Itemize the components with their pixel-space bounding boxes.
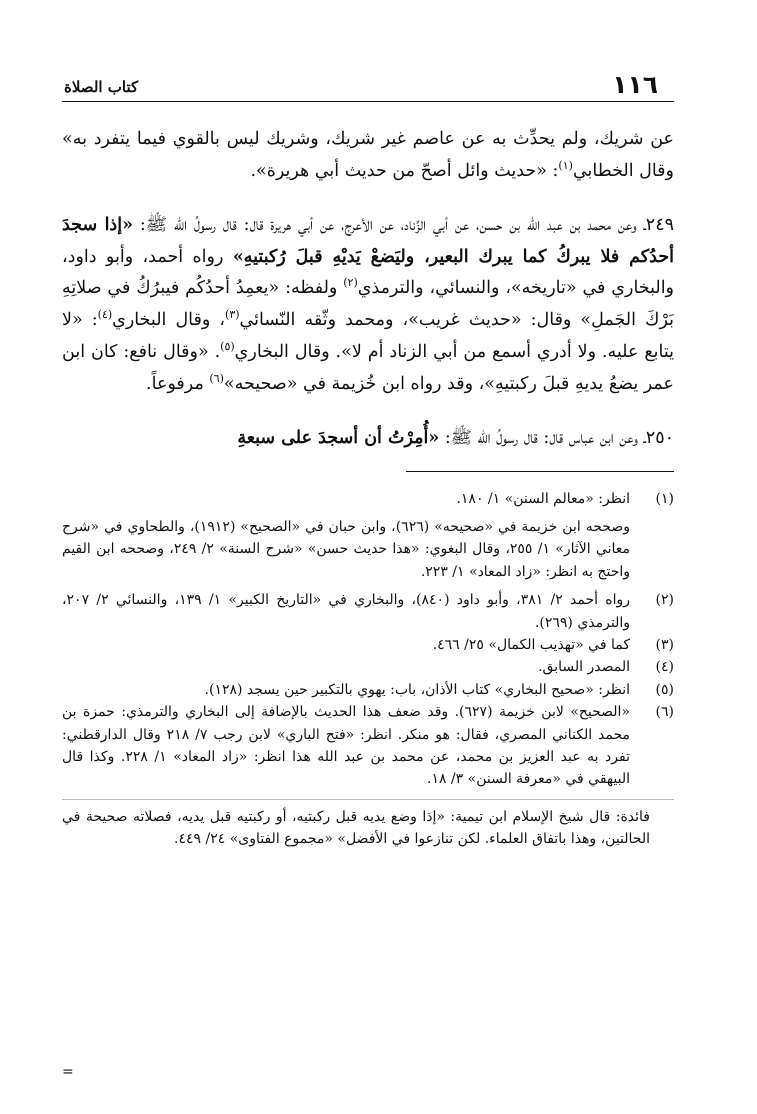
footnote-number: (٣) xyxy=(655,636,674,653)
text-span: : «حديث وائل أصحّ من حديث أبي هريرة». xyxy=(250,160,559,181)
footnote-continuation: وصححه ابن خزيمة في «صحيحه» (٦٢٦)، وابن حبان في «الصحيح» (١٩١٢)، والطحاوي في «شرح معاني الآثار» ١/ ٢٥٥، وقال البغوي: «هذا حديث حسن» «شرح السنة» ٢/ ٢٤٩، وصححه ابن القيم واحتج به انظر: «زاد المعاد» ١/ ٢٢٣. xyxy=(62,518,631,580)
footnote-1 xyxy=(62,488,674,510)
text-span: : «لا يتابع عليه. ولا أدري أسمع من أبي الزناد أم لا». وقال البخاري xyxy=(62,310,674,363)
footnote-text: انظر: «صحيح البخاري» كتاب الأذان، باب: يهوي بالتكبير حين يسجد (١٢٨). xyxy=(204,681,630,698)
text-span: رواه أحمد، وأبو داود، والبخاري في «تاريخه»، والنسائي، والترمذي xyxy=(62,246,675,299)
page-header xyxy=(62,70,674,106)
text-span: مرفوعاً. xyxy=(146,373,210,394)
hadith-text: «إذا سجدَ أحدُكم فلا يبركُ كما يبرك البعير، وليَضعْ يَديْهِ قبلَ رُكبتيهِ» xyxy=(62,214,674,267)
footnote-text: «الصحيح» لابن خزيمة (٦٢٧). وقد ضعف هذا الحديث بالإضافة إلى البخاري والترمذي: حمزة بن محمد الكناني المصري، فقال: هو منكر. انظر: «فتح الباري» لابن رجب ٧/ ٢١٨ وقال الدارقطني: تفرد به عبد العزيز بن محمد، عن محمد بن عبد الله هذا انظر: «زاد المعاد» ١/ ٢٢٨. وكذا قال البيهقي في «معرفة السنن» ٣/ ١٨. xyxy=(62,704,631,788)
footnotes xyxy=(62,488,674,851)
footnote-2 xyxy=(62,589,674,634)
footnote-text: المصدر السابق. xyxy=(538,659,630,676)
hadith-249 xyxy=(62,210,674,401)
text-span: ٢٤٩ـ وعن محمد بن عبد الله بن حسن، عن أبي الزِّناد، عن الأعرج، عن أبي هريرة قال: قال رسولُ الله ﷺ: xyxy=(133,214,674,235)
text-span: . «وقال نافع: كان ابن عمر يضعُ يديهِ قبلَ ركبتيهِ»، وقد رواه ابن خُزيمة في «صحيحه» xyxy=(62,342,674,394)
footnote-4 xyxy=(62,656,674,678)
footnotes-divider xyxy=(406,471,674,472)
footnote-number: (٦) xyxy=(655,704,674,721)
continuation-mark: = xyxy=(62,1064,74,1080)
footnote-ref[interactable]: (٦) xyxy=(209,372,224,386)
footnote-number: (١) xyxy=(655,490,674,507)
text-span: ٢٥٠ـ وعن ابن عباس قال: قال رسولُ الله ﷺ: xyxy=(439,427,674,448)
book-title: كتاب الصلاة xyxy=(64,78,139,96)
header-divider xyxy=(62,101,674,102)
footnote-ref[interactable]: (٢) xyxy=(343,276,358,290)
benefit-note: فائدة: قال شيخ الإسلام ابن تيمية: «إذا وضع يديه قبل ركبتيه، أو ركبتيه قبل يديه، فصلاته صحيحة في الحالتين، وهذا باتفاق العلماء. لكن تنازعوا في الأفضل» «مجموع الفتاوى» ٢٤/ ٤٤٩. xyxy=(62,799,674,851)
paragraph-continuation xyxy=(62,124,674,188)
footnote-text: كما في «تهذيب الكمال» ٢٥/ ٤٦٦. xyxy=(432,636,630,653)
footnote-5 xyxy=(62,679,674,701)
footnote-text: رواه أحمد ٢/ ٣٨١، وأبو داود (٨٤٠)، والبخاري في «التاريخ الكبير» ١/ ١٣٩، والنسائي ٢/ ٢٠٧، والترمذي (٢٦٩). xyxy=(62,592,631,631)
hadith-250 xyxy=(62,423,674,455)
book-page xyxy=(62,70,674,1080)
footnote-6 xyxy=(62,701,674,791)
text-span: عن شريك، ولم يحدِّث به عن عاصم غير شريك، وشريك ليس بالقوي فيما يتفرد به» وقال الخطابي xyxy=(62,129,674,181)
text-span: ولفظه: «يعمِدُ أحدُكُم فيبرُكُ في صلاتِهِ بَرْكَ الجَملِ» وقال: «حديث غريب»، ومحمد وثّقه النّسائي xyxy=(62,278,675,331)
footnote-number: (٢) xyxy=(655,592,674,609)
footnote-number: (٤) xyxy=(655,659,674,676)
footnote-text: انظر: «معالم السنن» ١/ ١٨٠. xyxy=(456,490,630,507)
hadith-text: «أُمِرْتُ أن أسجدَ على سبعةِ xyxy=(237,427,440,448)
footnote-number: (٥) xyxy=(655,681,674,698)
footnote-3 xyxy=(62,634,674,656)
footnote-ref[interactable]: (٥) xyxy=(220,340,235,354)
text-span: ، وقال البخاري xyxy=(112,310,226,331)
footnote-ref[interactable]: (٤) xyxy=(97,308,113,322)
footnote-ref[interactable]: (١) xyxy=(558,159,573,173)
main-text xyxy=(62,124,674,455)
page-number: ١١٦ xyxy=(612,70,658,99)
footnote-ref[interactable]: (٣) xyxy=(225,308,240,322)
